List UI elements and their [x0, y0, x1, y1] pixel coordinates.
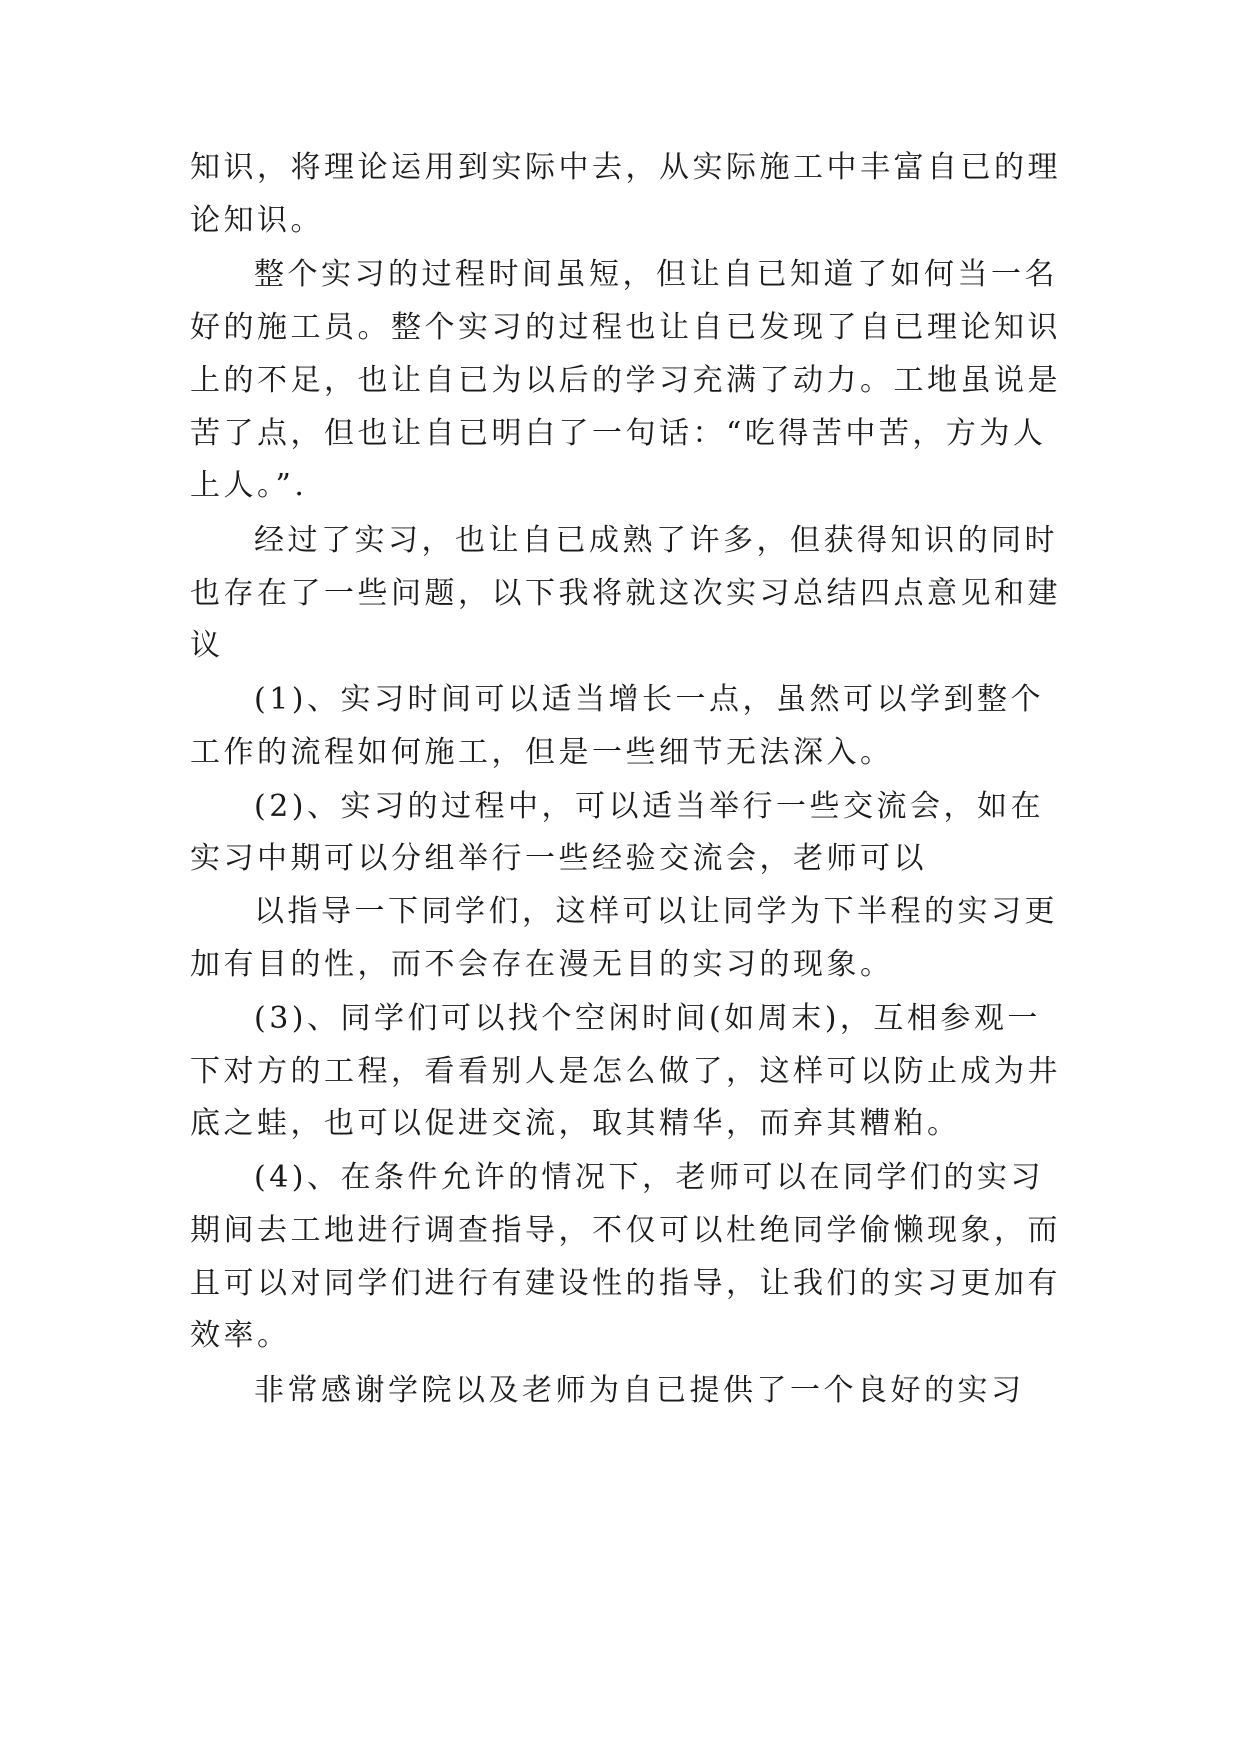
text-line: 且可以对同学们进行有建设性的指导，让我们的实习更加有 [190, 1266, 1061, 1301]
text-line: 底之蛙，也可以促进交流，取其精华，而弃其糟粕。 [190, 1106, 961, 1141]
text-line: 工作的流程如何施工，但是一些细节无法深入。 [190, 735, 894, 770]
text-line: 知识，将理论运用到实际中去，从实际施工中丰富自已的理 [190, 150, 1061, 185]
list-item-line: (2)、实习的过程中，可以适当举行一些交流会，如在 [254, 789, 1044, 824]
paragraph-start-line: 非常感谢学院以及老师为自已提供了一个良好的实习 [254, 1373, 1025, 1408]
text-line: 论知识。 [190, 203, 324, 238]
text-line: 加有目的性，而不会存在漫无目的实习的现象。 [190, 947, 894, 982]
paragraph-start-line: 经过了实习，也让自已成熟了许多，但获得知识的同时 [254, 523, 1058, 558]
list-item-line: (4)、在条件允许的情况下，老师可以在同学们的实习 [254, 1160, 1044, 1195]
paragraph-start-line: 以指导一下同学们，这样可以让同学为下半程的实习更 [254, 894, 1058, 929]
list-item-line: (1)、实习时间可以适当增长一点，虽然可以学到整个 [254, 682, 1044, 717]
text-line: 期间去工地进行调查指导，不仅可以杜绝同学偷懒现象，而 [190, 1213, 1061, 1248]
text-line: 下对方的工程，看看别人是怎么做了，这样可以防止成为井 [190, 1054, 1061, 1089]
text-line: 实习中期可以分组举行一些经验交流会，老师可以 [190, 841, 927, 876]
text-line: 好的施工员。整个实习的过程也让自已发现了自已理论知识 [190, 310, 1061, 345]
paragraph-start-line: 整个实习的过程时间虽短，但让自已知道了如何当一名 [254, 257, 1058, 292]
list-item-line: (3)、同学们可以找个空闲时间(如周末)，互相参观一 [254, 1001, 1041, 1036]
text-line: 议 [190, 628, 224, 663]
text-line: 也存在了一些问题，以下我将就这次实习总结四点意见和建 [190, 576, 1061, 611]
text-line: 效率。 [190, 1318, 291, 1353]
text-line: 上人。”. [190, 468, 308, 503]
text-line: 苦了点，但也让自已明白了一句话：“吃得苦中苦，方为人 [190, 416, 1047, 451]
text-line: 上的不足，也让自已为以后的学习充满了动力。工地虽说是 [190, 363, 1061, 398]
